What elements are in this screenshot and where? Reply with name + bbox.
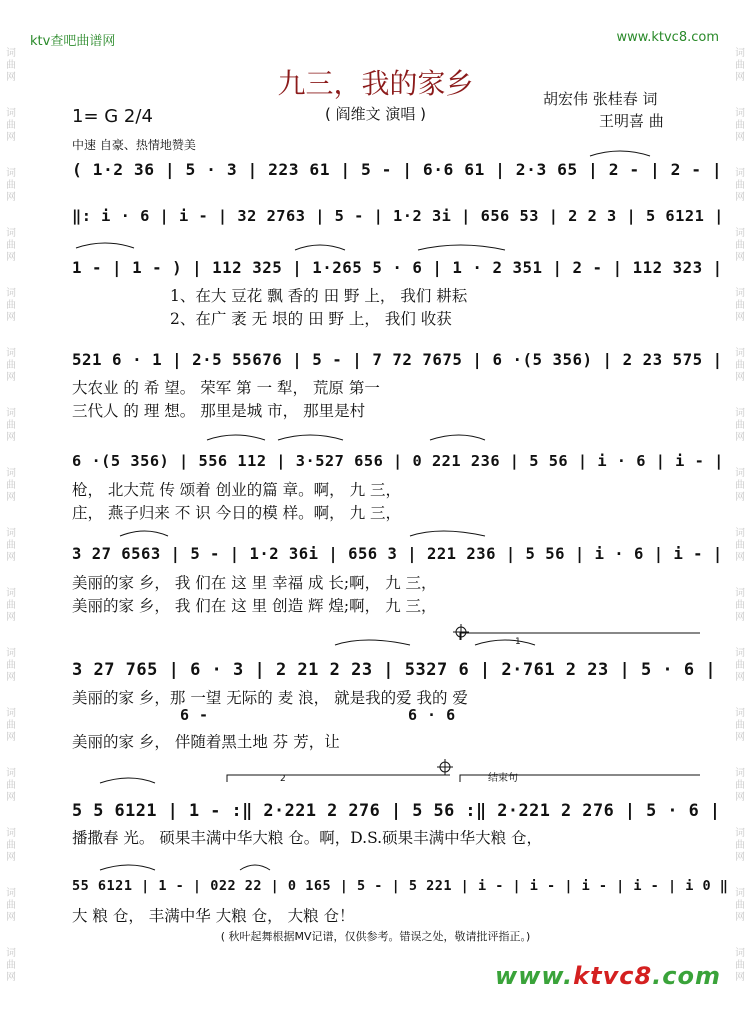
watermark-glyphs: 词 曲 网 — [6, 708, 16, 743]
lyricist: 胡宏伟 张桂春 词 — [543, 90, 658, 108]
lyric-line: 三代人 的 理 想。 那里是城 市， 那里是村 — [72, 402, 366, 420]
watermark-glyphs: 词 曲 网 — [735, 768, 745, 803]
volta-end-label: 结束句 — [488, 773, 518, 784]
lyric-line: 美丽的家 乡， 伴随着黑土地 芬 芳，让 — [72, 733, 340, 751]
slur — [76, 243, 134, 248]
notation-line: 3 27 765 | 6 · 3 | 2 21 2 23 | 5327 6 | 2·761 2 23 | 5 · 6 | — [72, 660, 717, 680]
notation-line: 1 - | 1 - ) | 112 325 | 1·265 5 · 6 | 1 · 2 351 | 2 - | 112 323 | — [72, 258, 723, 277]
notation-line: 6 ·(5 356) | 556 112 | 3·527 656 | 0 221 236 | 5 56 | i · 6 | i - | — [72, 452, 724, 470]
watermark-glyphs: 词 曲 网 — [735, 588, 745, 623]
slur — [590, 151, 650, 156]
notation-line: 3 27 6563 | 5 - | 1·2 36i | 656 3 | 221 236 | 5 56 | i · 6 | i - | — [72, 545, 723, 563]
lyric-line: 美丽的家 乡，那 一望 无际的 麦 浪， 就是我的爱 我的 爱 — [72, 689, 468, 707]
watermark-glyphs: 词 曲 网 — [735, 828, 745, 863]
notation-line: ( 1·2 36 | 5 · 3 | 223 61 | 5 - | 6·6 61 | 2·3 65 | 2 - | 2 - | — [72, 160, 723, 179]
notation-line: 521 6 · 1 | 2·5 55676 | 5 - | 7 72 7675 | 6 ·(5 356) | 2 23 575 | — [72, 350, 723, 369]
slur — [240, 865, 270, 870]
watermark-glyphs: 词 曲 网 — [6, 468, 16, 503]
site-logo[interactable]: www.ktvc8.com — [495, 962, 721, 990]
volta-1-label: 1 — [515, 637, 521, 647]
volta-2 — [227, 775, 450, 782]
watermark-glyphs: 词 曲 网 — [6, 348, 16, 383]
watermark-glyphs: 词 曲 网 — [735, 528, 745, 563]
watermark-glyphs: 词 曲 网 — [6, 288, 16, 323]
slur — [295, 245, 345, 250]
song-title: 九三，我的家乡 — [277, 67, 474, 100]
watermark-glyphs: 词 曲 网 — [6, 588, 16, 623]
watermark-glyphs: 词 曲 网 — [6, 528, 16, 563]
watermark-glyphs: 词 曲 网 — [6, 648, 16, 683]
watermark-glyphs: 词 曲 网 — [6, 228, 16, 263]
volta-1 — [460, 633, 700, 640]
slur — [418, 245, 505, 250]
watermark-glyphs: 词 曲 网 — [735, 348, 745, 383]
watermark-glyphs: 词 曲 网 — [735, 408, 745, 443]
watermark-glyphs: 词 曲 网 — [735, 168, 745, 203]
lyric-line: 枪， 北大荒 传 颂着 创业的篇 章。啊， 九 三， — [72, 481, 401, 499]
watermark-glyphs: 词 曲 网 — [735, 708, 745, 743]
volta-2-label: 2 — [280, 774, 286, 784]
watermark-glyphs: 词 曲 网 — [6, 108, 16, 143]
lyric-line: 庄， 燕子归来 不 识 今日的模 样。啊， 九 三， — [72, 504, 401, 522]
lyric-line: 播撒春 光。 硕果丰满中华大粮 仓。啊，D.S.硕果丰满中华大粮 仓， — [72, 829, 543, 847]
watermark-glyphs: 词 曲 网 — [6, 828, 16, 863]
site-name-left[interactable]: ktv查吧曲谱网 — [30, 34, 116, 49]
watermark-glyphs: 词 曲 网 — [735, 948, 745, 983]
lyric-line: 2、在广 袤 无 垠的 田 野 上， 我们 收获 — [170, 310, 452, 328]
slur — [278, 435, 343, 440]
watermark-glyphs: 词 曲 网 — [735, 888, 745, 923]
tempo-marking: 中速 自豪、热情地赞美 — [72, 138, 196, 152]
alternate-notes: 6 · 6 — [408, 706, 456, 724]
lyric-line: 美丽的家 乡， 我 们在 这 里 幸福 成 长;啊， 九 三， — [72, 574, 437, 592]
slur — [335, 640, 410, 645]
lyric-line: 美丽的家 乡， 我 们在 这 里 创造 辉 煌;啊， 九 三， — [72, 597, 437, 615]
watermark-glyphs: 词 曲 网 — [735, 468, 745, 503]
singer: ( 阎维文 演唱 ) — [324, 105, 426, 123]
lyric-line: 大 粮 仓， 丰满中华 大粮 仓， 大粮 仓！ — [72, 907, 355, 925]
watermark-glyphs: 词 曲 网 — [735, 228, 745, 263]
key-signature: 1= G 2/4 — [72, 106, 153, 127]
lyric-line: 大农业 的 希 望。 荣军 第 一 犁， 荒原 第一 — [72, 379, 380, 397]
slur — [100, 778, 155, 783]
watermark-glyphs: 词 曲 网 — [735, 108, 745, 143]
slur — [207, 435, 265, 440]
watermark-glyphs: 词 曲 网 — [6, 948, 16, 983]
watermark-glyphs: 词 曲 网 — [735, 288, 745, 323]
watermark-glyphs: 词 曲 网 — [6, 408, 16, 443]
slur — [475, 640, 535, 645]
watermark-glyphs: 词 曲 网 — [735, 48, 745, 83]
slur — [120, 531, 168, 536]
watermark-glyphs: 词 曲 网 — [6, 168, 16, 203]
notation-line: ‖: i · 6 | i - | 32 2763 | 5 - | 1·2 3i | 656 53 | 2 2 3 | 5 6121 | — [72, 207, 724, 225]
alternate-notes: 6 - — [180, 706, 209, 724]
composer: 王明喜 曲 — [599, 112, 664, 130]
slur — [410, 531, 485, 536]
notation-line: 55 6121 | 1 - | 022 22 | 0 165 | 5 - | 5 221 | i - | i - | i - | i - | i 0 ‖ — [72, 878, 729, 894]
site-url-right[interactable]: www.ktvc8.com — [616, 30, 719, 45]
lyric-line: 1、在大 豆花 飘 香的 田 野 上， 我们 耕耘 — [170, 287, 468, 305]
watermark-glyphs: 词 曲 网 — [6, 768, 16, 803]
slur — [100, 865, 155, 870]
notation-line: 5 5 6121 | 1 - :‖ 2·221 2 276 | 5 56 :‖ 2·221 2 276 | 5 · 6 | — [72, 800, 721, 820]
watermark-glyphs: 词 曲 网 — [6, 48, 16, 83]
footer-note: ( 秋叶起舞根据MV记谱，仅供参考。错误之处，敬请批评指正。) — [220, 930, 531, 943]
watermark-glyphs: 词 曲 网 — [6, 888, 16, 923]
slur — [430, 435, 485, 440]
watermark-glyphs: 词 曲 网 — [735, 648, 745, 683]
